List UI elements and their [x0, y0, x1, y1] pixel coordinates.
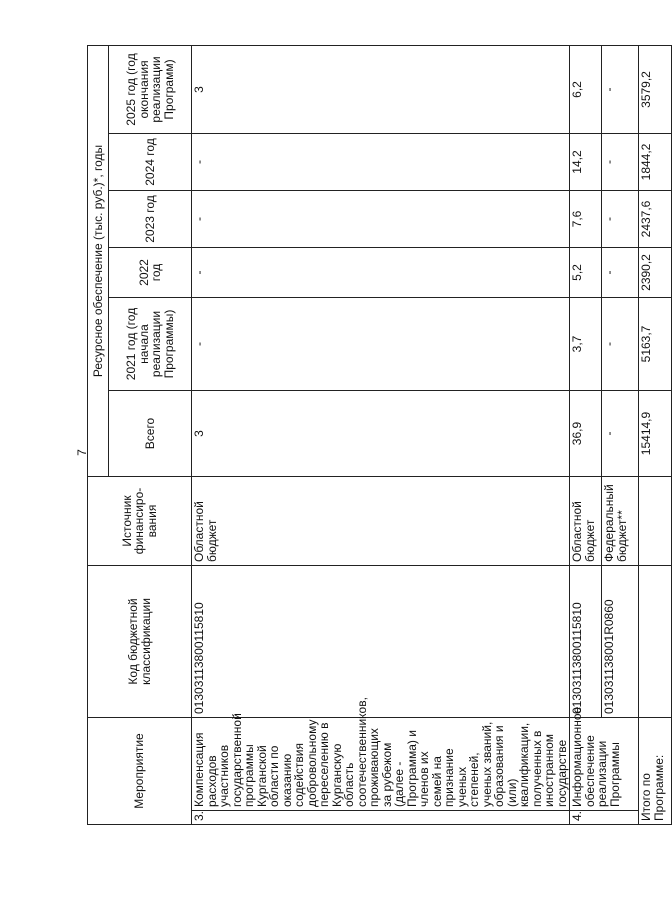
y2022-cell: - [602, 248, 639, 298]
totals-empty-code [639, 566, 672, 718]
source-cell: Федеральный бюджет** [602, 477, 639, 566]
row-number: 3. [192, 811, 570, 825]
header-resources: Ресурсное обеспечение (тыс. руб.)*, годы [88, 45, 109, 476]
measure-cell: Компенсация расходов участников государственной программы Курганской области по оказанию содействия добровольному переселению в Курганскую область соотечественников, проживающих за рубежом (далее - Программа) и членов их семей на признание ученых степеней, ученых званий, образования и (или) квалификации, полученных в иностранном государстве [192, 718, 570, 811]
y2022-cell: 5,2 [570, 248, 602, 298]
measure-cell: Информационное обеспечение реализации Программы [570, 718, 639, 811]
totals-2021: 5163,7 [639, 298, 672, 391]
header-row-1 [88, 45, 109, 824]
budget-code-cell: 01303113800115810 [570, 566, 602, 718]
row-number: 4. [570, 811, 639, 825]
totals-2022: 2390,2 [639, 248, 672, 298]
header-2021: 2021 год (год начала реализации Программы) [109, 298, 192, 391]
y2023-cell: - [602, 191, 639, 248]
source-cell: Областной бюджет [570, 477, 602, 566]
total-cell: - [602, 391, 639, 477]
totals-2024: 1844,2 [639, 134, 672, 191]
header-measure: Мероприятие [88, 718, 192, 825]
y2024-cell: - [602, 134, 639, 191]
page-number: 7 [75, 449, 89, 456]
header-total: Всего [109, 391, 192, 477]
header-budget-code: Код бюджетной классификации [88, 566, 192, 718]
table-row [602, 45, 639, 824]
total-cell: 3 [192, 391, 570, 477]
y2024-cell: 14,2 [570, 134, 602, 191]
header-2022: 2022 год [109, 248, 192, 298]
totals-row [639, 45, 672, 824]
header-source: Источник финансиро-вания [88, 477, 192, 566]
y2025-cell: - [602, 45, 639, 133]
y2022-cell: - [192, 248, 570, 298]
totals-2023: 2437,6 [639, 191, 672, 248]
y2024-cell: - [192, 134, 570, 191]
y2023-cell: 7,6 [570, 191, 602, 248]
y2021-cell: 3,7 [570, 298, 602, 391]
budget-code-cell: 01303113800115810 [192, 566, 570, 718]
budget-code-cell: 01303113800​1R0860 [602, 566, 639, 718]
y2021-cell: - [602, 298, 639, 391]
totals-2025: 3579,2 [639, 45, 672, 133]
y2023-cell: - [192, 191, 570, 248]
y2025-cell: 6,2 [570, 45, 602, 133]
header-2025: 2025 год (год окончания реализации Программ) [109, 45, 192, 133]
table-row [570, 45, 602, 824]
source-cell: Областной бюджет [192, 477, 570, 566]
y2025-cell: 3 [192, 45, 570, 133]
total-cell: 36,9 [570, 391, 602, 477]
table-row [192, 45, 570, 824]
y2021-cell: - [192, 298, 570, 391]
totals-empty-source [639, 477, 672, 566]
header-2024: 2024 год [109, 134, 192, 191]
resource-table [87, 45, 672, 825]
totals-label: Итого по Программе: [639, 718, 672, 825]
totals-total: 15414,9 [639, 391, 672, 477]
header-2023: 2023 год [109, 191, 192, 248]
